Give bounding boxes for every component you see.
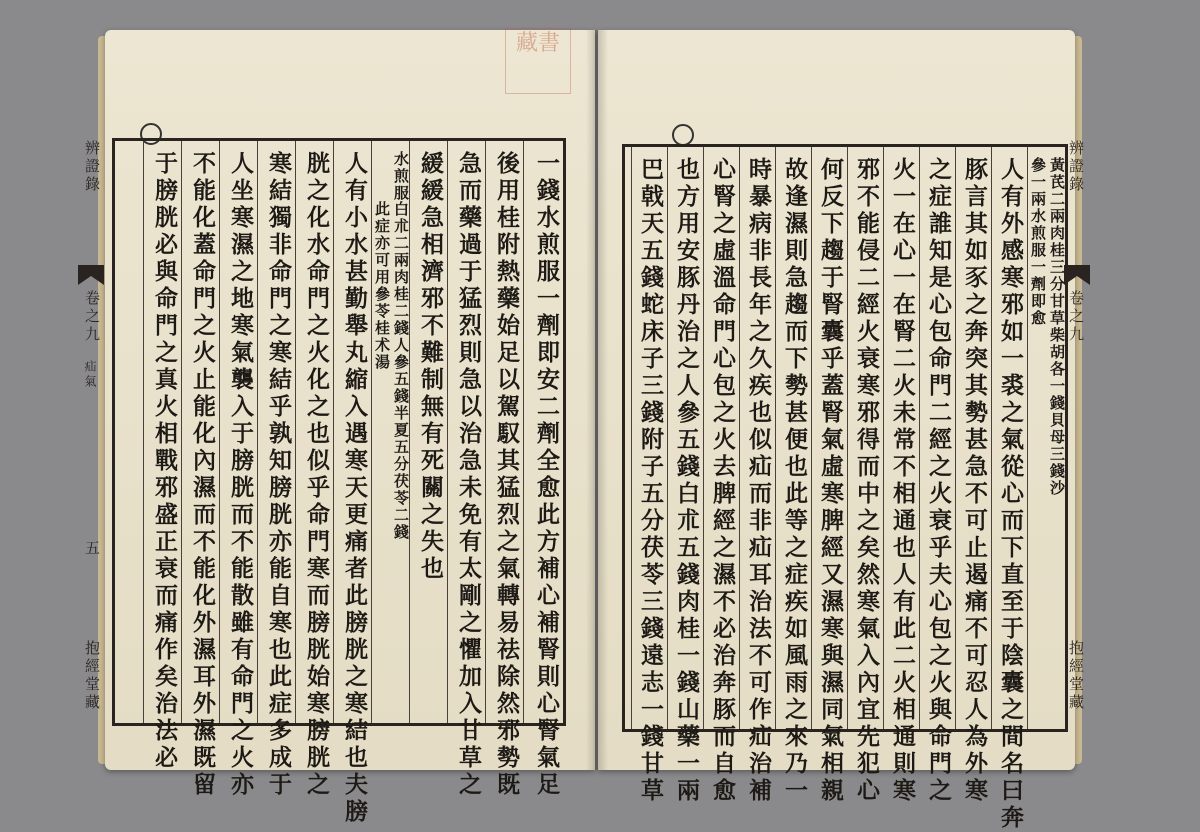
left-col-5-note: 此症亦可用參苓桂术湯 白朮二兩肉桂二錢人參五錢半夏五分茯苓二錢 水煎服	[371, 141, 409, 723]
left-col-10: 不能化蓋命門之火止能化內濕而不能化外濕耳外濕既留	[181, 141, 219, 723]
left-col-2: 後用桂附熱藥始足以駕馭其猛烈之氣轉易祛除然邪勢既	[485, 141, 523, 723]
left-col-8: 寒結獨非命門之寒結乎孰知膀胱亦能自寒也此症多成于	[257, 141, 295, 723]
left-col-3: 急而藥過于猛烈則急以治急未免有太剛之懼加入甘草之	[447, 141, 485, 723]
left-col-9: 人坐寒濕之地寒氣襲入于膀胱而不能散雖有命門之火亦	[219, 141, 257, 723]
left-small-note-a: 白朮二兩肉桂二錢人參五錢半夏五分茯苓二錢	[392, 201, 410, 541]
right-margin-bottom: 抱經堂藏	[1067, 640, 1085, 712]
left-margin-chapter: 卷之九	[83, 290, 101, 344]
right-margin-chapter: 卷之九	[1067, 290, 1085, 344]
right-header-note-b: 參一兩水煎服一劑即愈	[1029, 157, 1047, 327]
right-col-9: 心腎之虛溫命門心包之火去脾經之濕不必治奔豚而自愈	[703, 147, 739, 729]
left-margin-title: 辨證錄	[83, 140, 101, 194]
left-margin-bottom: 抱經堂藏	[83, 640, 101, 712]
left-small-note-b: 水煎服	[392, 151, 410, 202]
right-col-3: 之症誰知是心包命門二經之火衰乎夫心包之火與命門之	[919, 147, 955, 729]
left-margin-section: 疝氣	[83, 360, 97, 390]
right-header-note-a: 黃芪二兩肉桂三分甘草柴胡各一錢貝母三錢沙	[1048, 157, 1066, 497]
right-col-4: 火一在心一在腎二火未常不相通也人有此二火相通則寒	[883, 147, 919, 729]
right-margin	[1064, 140, 1092, 720]
right-col-header-note	[1027, 147, 1065, 729]
left-text-frame	[112, 138, 566, 826]
left-col-7: 胱之化水命門之火化之也似乎命門寒而膀胱始寒膀胱之	[295, 141, 333, 723]
left-col-11: 于膀胱必與命門之真火相戰邪盛正衰而痛作矣治法必	[143, 141, 181, 723]
book-gutter	[586, 30, 608, 770]
right-margin-title: 辨證錄	[1067, 140, 1085, 194]
right-col-2: 豚言其如豕之奔突其勢甚急不可止遏痛不可忍人為外寒	[955, 147, 991, 729]
left-fishtail-mark	[78, 265, 104, 285]
right-col-5: 邪不能侵二經火衰寒邪得而中之矣然寒氣入內宜先犯心	[847, 147, 883, 729]
left-col-1: 一錢水煎服一劑即安二劑全愈此方補心補腎則心腎氣足	[523, 141, 563, 723]
right-col-6: 何反下趨于腎囊乎蓋腎氣虛寒脾經又濕寒與濕同氣相親	[811, 147, 847, 729]
left-margin-leaf: 五	[83, 540, 101, 558]
right-col-1: 人有外感寒邪如一裘之氣從心而下直至于陰囊之間名曰奔	[991, 147, 1027, 729]
collector-seal: 藏書	[505, 28, 571, 94]
left-margin	[78, 140, 106, 720]
left-col-6: 人有小水甚勤舉丸縮入遇寒天更痛者此膀胱之寒結也夫膀	[333, 141, 371, 723]
left-col-4: 緩緩急相濟邪不難制無有死關之失也	[409, 141, 447, 723]
right-ring-mark	[672, 124, 694, 146]
right-col-10: 也方用安豚丹治之人參五錢白朮五錢肉桂一錢山藥一兩	[667, 147, 703, 729]
right-col-8: 時暴病非長年之久疾也似疝而非疝耳治法不可作疝治補	[739, 147, 775, 729]
right-col-11: 巴戟天五錢蛇床子三錢附子五分茯苓三錢遠志一錢甘草	[631, 147, 667, 729]
right-text-frame	[622, 144, 1068, 832]
right-col-7: 故逢濕則急趨而下勢甚便也此等之症疾如風雨之來乃一	[775, 147, 811, 729]
